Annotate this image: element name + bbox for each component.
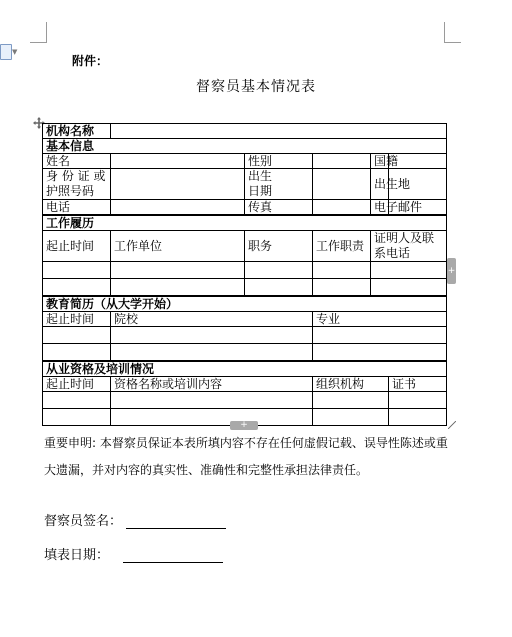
phone-label: 电话 — [43, 200, 111, 216]
table-cell[interactable] — [313, 327, 447, 344]
table-cell[interactable] — [245, 279, 313, 297]
work-witness-header: 证明人及联 系电话 — [371, 231, 447, 262]
gender-field[interactable] — [313, 154, 371, 169]
phone-field[interactable] — [111, 200, 245, 216]
signature-label: 督察员签名： — [44, 514, 123, 529]
declaration-text: 重要申明: 本督察员保证本表所填内容不存在任何虚假记载、误导性陈述或重大遗漏，并对内容的真实性、准确性和完整性承担法律责任。 — [44, 436, 448, 477]
qual-name-header: 资格名称或培训内容 — [111, 377, 313, 392]
date-line[interactable] — [123, 548, 223, 563]
nationality-label: 国籍 — [371, 154, 389, 169]
table-cell[interactable] — [43, 344, 111, 362]
attachment-label: 附件： — [72, 54, 109, 68]
qual-org-header: 组织机构 — [313, 377, 389, 392]
table-cell[interactable] — [111, 327, 313, 344]
name-field[interactable] — [111, 154, 245, 169]
section-work-history: 工作履历 — [43, 215, 447, 231]
birthplace-label: 出生地 — [371, 169, 389, 200]
work-employer-header: 工作单位 — [111, 231, 245, 262]
qual-period-header: 起止时间 — [43, 377, 111, 392]
table-cell[interactable] — [389, 409, 447, 426]
table-cell[interactable] — [313, 344, 447, 362]
inspector-info-table — [42, 123, 447, 426]
work-period-header: 起止时间 — [43, 231, 111, 262]
id-label: 身 份 证 或 护照号码 — [43, 169, 111, 200]
table-cell[interactable] — [43, 279, 111, 297]
org-name-label: 机构名称 — [43, 124, 111, 139]
table-cell[interactable] — [111, 392, 313, 409]
date-label: 填表日期： — [44, 548, 110, 563]
table-cell[interactable] — [111, 344, 313, 362]
signature-row — [44, 510, 226, 529]
table-cell[interactable] — [371, 279, 447, 297]
table-cell[interactable] — [313, 392, 389, 409]
table-cell[interactable] — [43, 409, 111, 426]
work-duty-header: 工作职责 — [313, 231, 371, 262]
gender-label: 性别 — [245, 154, 313, 169]
edu-school-header: 院校 — [111, 312, 313, 327]
section-education: 教育简历（从大学开始） — [43, 296, 447, 312]
fax-field[interactable] — [313, 200, 371, 216]
page-title: 督察员基本情况表 — [196, 79, 316, 95]
date-row — [44, 544, 223, 563]
page-corner-mark-top-left — [30, 22, 47, 43]
org-name-field[interactable] — [111, 124, 447, 139]
chevron-down-icon[interactable]: ▼ — [12, 48, 18, 56]
table-cell[interactable] — [43, 392, 111, 409]
page-corner-mark-top-right — [444, 22, 461, 43]
document-icon[interactable] — [0, 44, 12, 60]
email-label: 电子邮件 — [371, 200, 389, 216]
table-cell[interactable] — [313, 262, 371, 279]
table-cell[interactable] — [371, 262, 447, 279]
birth-date-label: 出生 日期 — [245, 169, 313, 200]
work-position-header: 职务 — [245, 231, 313, 262]
table-cell[interactable] — [313, 409, 389, 426]
table-cell[interactable] — [389, 392, 447, 409]
fax-label: 传真 — [245, 200, 313, 216]
table-cell[interactable] — [43, 262, 111, 279]
table-resize-handle-icon[interactable] — [448, 421, 456, 429]
table-cell[interactable] — [313, 279, 371, 297]
section-qualification: 从业资格及培训情况 — [43, 361, 447, 377]
table-cell[interactable] — [245, 262, 313, 279]
section-basic-info: 基本信息 — [43, 139, 447, 154]
table-cell[interactable] — [111, 409, 313, 426]
edu-period-header: 起止时间 — [43, 312, 111, 327]
id-field[interactable] — [111, 169, 245, 200]
signature-line[interactable] — [126, 514, 226, 529]
edu-major-header: 专业 — [313, 312, 447, 327]
table-cell[interactable] — [43, 327, 111, 344]
add-column-handle[interactable]: + — [230, 421, 258, 430]
add-row-handle[interactable]: + — [447, 258, 456, 284]
name-label: 姓名 — [43, 154, 111, 169]
qual-certificate-header: 证书 — [389, 377, 447, 392]
table-cell[interactable] — [111, 279, 245, 297]
birth-date-field[interactable] — [313, 169, 371, 200]
table-cell[interactable] — [111, 262, 245, 279]
